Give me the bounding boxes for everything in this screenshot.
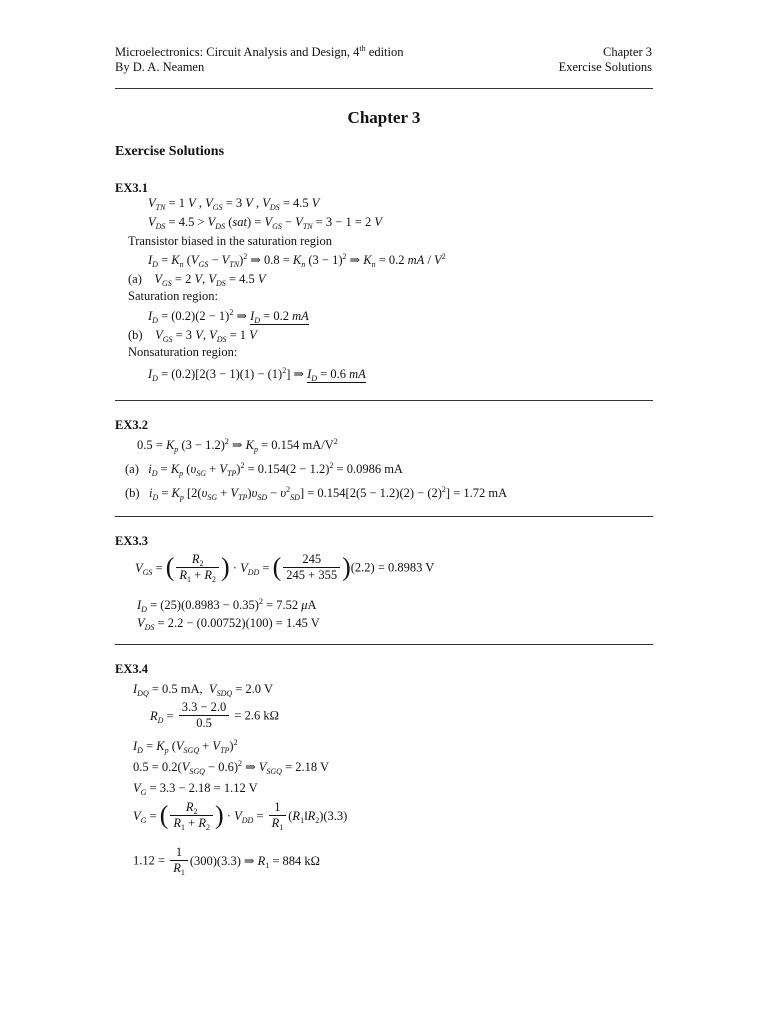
section-divider-2 [115, 516, 653, 517]
ex31-part-b: (b) $V_{GS} = 3$ V, $V_{DS} = 1$ V [128, 328, 257, 344]
header-chapter: Chapter 3 [603, 45, 652, 59]
ex32-part-a: (a) $i_D = K_p$ $(\upsilon_{SG} + V_{TP})^2 = 0.154(2 - 1.2)^2 = 0.0986$ mA [125, 461, 403, 478]
page-subtitle: Exercise Solutions [115, 144, 225, 159]
ex34-eq6: $V_G$ = ( $\frac{R_2}{R_1 + R_2}$ ) · $V_{DD}$ = $\frac{1}{R_1}$ $(R_1‖R_2)(3.3)$ [133, 800, 348, 832]
ex31-eq5: $I_D = (0.2)[2(3 - 1)(1) - (1)^2]$ ⇒ $I_D = 0.6$ mA [148, 366, 366, 383]
ex32-part-a-label: (a) [125, 462, 139, 476]
exercise-label-3-4: EX3.4 [115, 662, 148, 676]
ex34-eq3: $I_D = K_p$ $(V_{SGQ} + V_{TP})^2$ [133, 738, 238, 755]
ex31-part-a-label: (a) [128, 272, 142, 286]
section-divider-3 [115, 644, 653, 645]
ex34-eq1: $I_{DQ} = 0.5$ mA, $V_{SDQ} = 2.0$ V [133, 682, 273, 698]
ex31-eq2: $V_{DS} = 4.5 > V_{DS}$ $(sat) = V_{GS} - V_{TN} = 3 - 1 = 2$ V [148, 215, 383, 231]
ex31-sat-region-label: Saturation region: [128, 289, 218, 303]
ex34-eq5: $V_G = 3.3 - 2.18 = 1.12$ V [133, 781, 258, 797]
exercise-label-3-1: EX3.1 [115, 181, 148, 195]
header-edition-sup: th [359, 44, 366, 53]
ex31-part-b-label: (b) [128, 328, 143, 342]
header-author: By D. A. Neamen [115, 60, 205, 74]
ex32-part-b: (b) $i_D = K_p$ $[2(\upsilon_{SG} + V_{TP})\upsilon_{SD} - \upsilon^2_{SD}] = 0.154[2(5 - 1.2)(2) - (2)^2] = 1.72$ mA [125, 485, 508, 502]
ex32-eq1: $0.5 = K_p$ $(3 - 1.2)^2$ ⇒ $K_p = 0.154$ $mA/V^2$ [137, 437, 338, 454]
ex34-eq2: $R_D$ = $\frac{3.3 - 2.0}{0.5}$ = 2.6 kΩ [150, 700, 279, 730]
ex33-eq2: $I_D = (25)(0.8983 - 0.35)^2 = 7.52$ μA [137, 597, 317, 614]
ex33-eq3: $V_{DS} = 2.2 - (0.00752)(100) = 1.45$ V [137, 616, 320, 632]
header-edition: edition [365, 45, 404, 59]
ex32-part-b-label: (b) [125, 486, 140, 500]
ex34-eq4: $0.5 = 0.2(V_{SGQ} - 0.6)^2$ ⇒ $V_{SGQ} = 2.18$ V [133, 759, 330, 776]
exercise-label-3-2: EX3.2 [115, 418, 148, 432]
header-left [115, 45, 403, 75]
section-divider-1 [115, 400, 653, 401]
exercise-label-3-3: EX3.3 [115, 534, 148, 548]
page-title: Chapter 3 [347, 108, 421, 127]
ex31-eq3: $I_D = K_n$ $(V_{GS} - V_{TN})^2$ ⇒ $0.8 = K_n$ $(3 - 1)^2$ ⇒ $K_n = 0.2$ mA / $V^2$ [148, 252, 446, 269]
header-right [559, 45, 652, 75]
ex34-eq7: 1.12 = $\frac{1}{R_1}$ (300)(3.3) ⇒ $R_1 = 884$ kΩ [133, 845, 320, 877]
ex31-saturation-text: Transistor biased in the saturation region [128, 234, 333, 248]
ex31-nonsat-region-label: Nonsaturation region: [128, 345, 238, 359]
ex31-eq4: $I_D = (0.2)(2 - 1)^2$ ⇒ $I_D = 0.2$ mA [148, 308, 309, 325]
header-section: Exercise Solutions [558, 60, 652, 74]
header-divider [115, 88, 653, 89]
header-book-title: Microelectronics: Circuit Analysis and Design, 4 [115, 45, 360, 59]
ex33-eq1: $V_{GS}$ = ( $\frac{R_2}{R_1 + R_2}$ ) · $V_{DD}$ = ( $\frac{245}{245 + 355}$ )(2.2) = 0.8983 V [135, 552, 435, 584]
ex31-eq1: $V_{TN} = 1$ V , $V_{GS} = 3$ V , $V_{DS} = 4.5$ V [148, 196, 320, 212]
ex31-part-a: (a) $V_{GS} = 2$ V, $V_{DS} = 4.5$ V [128, 272, 266, 288]
